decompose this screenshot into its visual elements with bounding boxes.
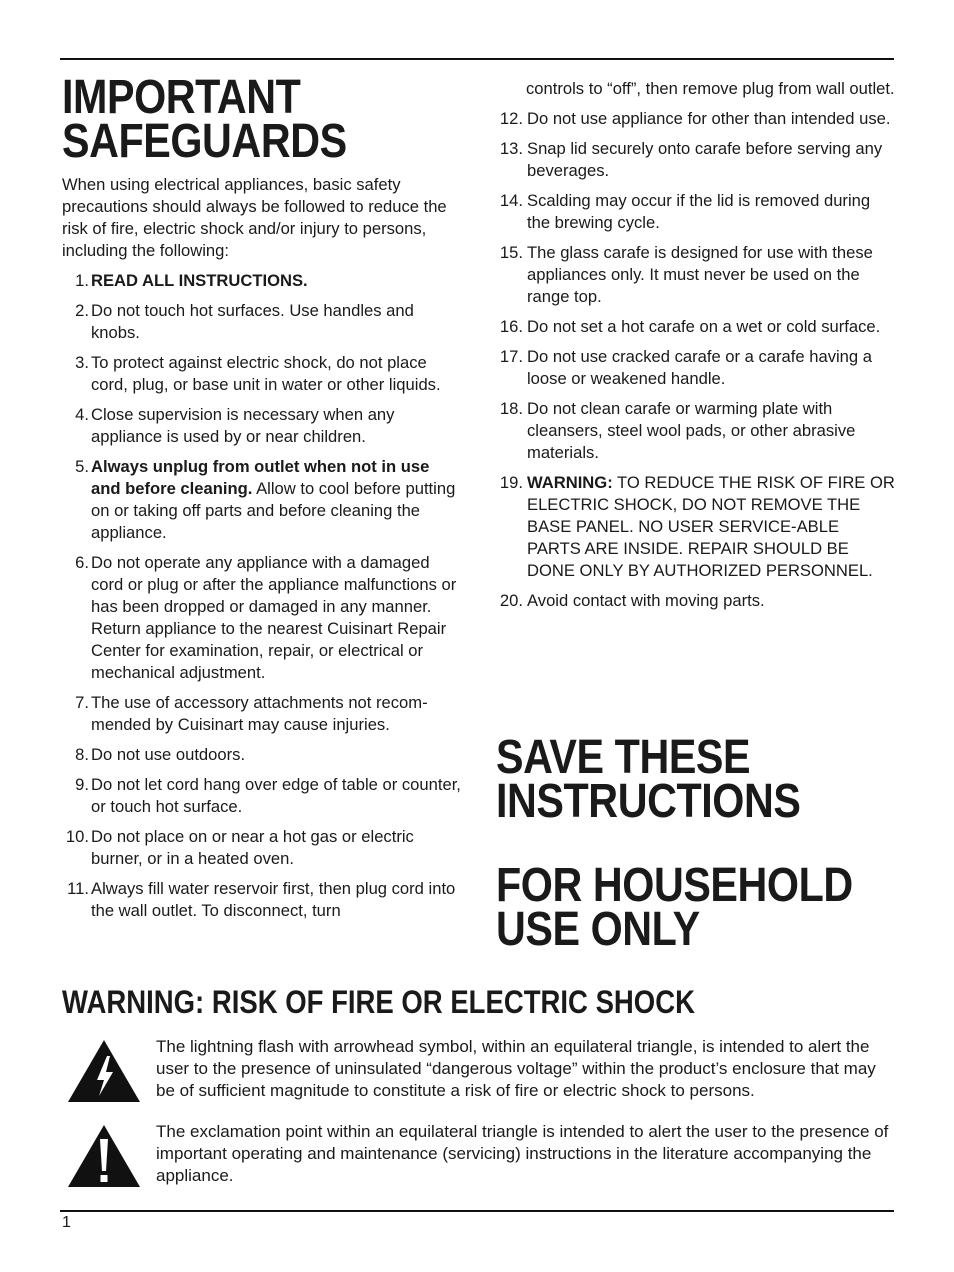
title-line-1: IMPORTANT <box>62 71 301 124</box>
intro-paragraph: When using electrical appliances, basic safety precautions should always be followed to reduce the risk of fire, electric shock and/or injury to persons, including the following: <box>62 175 447 260</box>
item-number: 14. <box>499 191 523 210</box>
item-number: 1. <box>75 271 89 290</box>
item-number: 18. <box>499 399 523 418</box>
safeguard-item <box>496 398 896 464</box>
item-text: Do not clean carafe or warming plate with cleansers, steel wool pads, or other abrasive materials. <box>527 399 856 462</box>
item-number: 9. <box>75 775 89 794</box>
item-text: Do not set a hot carafe on a wet or cold surface. <box>527 317 881 336</box>
save-instructions-heading <box>496 731 892 828</box>
item-number: 15. <box>499 243 523 262</box>
item-text: To protect against electric shock, do not place cord, plug, or base unit in water or other liquids. <box>91 353 441 394</box>
safeguard-item <box>62 826 462 870</box>
item-text: Allow to cool before putting on or taking off parts and before cleaning the appliance. <box>91 479 456 542</box>
safeguard-item <box>62 774 462 818</box>
item-number: 3. <box>75 353 89 372</box>
item-text: Do not place on or near a hot gas or electric burner, or in a heated oven. <box>91 827 414 868</box>
safeguard-item <box>62 352 462 396</box>
safeguards-list-left <box>62 270 462 922</box>
lightning-warning-text: The lightning flash with arrowhead symbol, within an equilateral triangle, is intended to alert the user to the presence of uninsulated “dangerous voltage” within the product’s enclosure that may be of sufficient magnitude to constitute a risk of fire or electric shock to persons. <box>156 1037 876 1100</box>
safeguard-item <box>62 692 462 736</box>
safeguard-item <box>62 300 462 344</box>
item-number: 17. <box>499 347 523 366</box>
item-number: 4. <box>75 405 89 424</box>
safeguard-item <box>62 404 462 448</box>
item-number: 19. <box>499 473 523 492</box>
item-number: 6. <box>75 553 89 572</box>
item-text: Always fill water reservoir first, then plug cord into the wall outlet. To disconnect, turn <box>91 879 456 920</box>
item-number: 12. <box>499 109 523 128</box>
page-number: 1 <box>62 1214 71 1231</box>
safeguards-list-right <box>496 108 896 612</box>
safeguard-item <box>496 138 896 182</box>
item-text: TO REDUCE THE RISK OF FIRE OR ELECTRIC SHOCK, DO NOT REMOVE THE BASE PANEL. NO USER SERVICE-ABLE PARTS ARE INSIDE. REPAIR SHOULD BE DONE ONLY BY AUTHORIZED PERSONNEL. <box>527 473 895 580</box>
save-line-1: SAVE THESE <box>496 731 751 784</box>
left-column <box>62 71 462 930</box>
item-text: Snap lid securely onto carafe before serving any beverages. <box>527 139 883 180</box>
household-line-1: FOR HOUSEHOLD <box>496 859 853 912</box>
bottom-rule <box>60 1210 894 1212</box>
item-text: Do not touch hot surfaces. Use handles and knobs. <box>91 301 414 342</box>
safeguard-item <box>62 878 462 922</box>
lightning-triangle-icon <box>66 1038 142 1104</box>
item-11-continuation: controls to “off”, then remove plug from wall outlet. <box>526 79 895 98</box>
exclamation-triangle-icon <box>66 1123 142 1189</box>
item-bold-text: READ ALL INSTRUCTIONS. <box>91 271 308 290</box>
item-number: 11. <box>67 879 89 898</box>
page-title <box>62 71 458 168</box>
safeguard-item <box>496 108 896 130</box>
household-line-2: USE ONLY <box>496 903 700 956</box>
item-bold-text: WARNING: <box>527 473 613 492</box>
item-text: The glass carafe is designed for use with these appliances only. It must never be used on the range top. <box>527 243 873 306</box>
item-text: Scalding may occur if the lid is removed during the brewing cycle. <box>527 191 871 232</box>
safeguard-item <box>62 456 462 544</box>
warning-heading: WARNING: RISK OF FIRE OR ELECTRIC SHOCK <box>62 984 695 1020</box>
safeguard-item <box>62 552 462 684</box>
item-text: The use of accessory attachments not recom-mended by Cuisinart may cause injuries. <box>91 693 428 734</box>
item-number: 13. <box>499 139 523 158</box>
safeguard-item <box>496 242 896 308</box>
household-use-heading <box>496 859 892 956</box>
safeguard-item <box>496 346 896 390</box>
top-rule <box>60 58 894 60</box>
right-column <box>496 78 896 620</box>
safeguard-item <box>62 744 462 766</box>
safeguard-item <box>496 472 896 582</box>
safeguard-item <box>62 270 462 292</box>
item-text: Do not let cord hang over edge of table or counter, or touch hot surface. <box>91 775 461 816</box>
item-number: 7. <box>75 693 89 712</box>
item-text: Do not operate any appliance with a damaged cord or plug or after the appliance malfunctions or has been dropped or damaged in any manner. Return appliance to the nearest Cuisinart Repair Center for examination, repair, or electrical or mechanical adjustment. <box>91 553 457 682</box>
item-number: 10. <box>65 827 89 846</box>
safeguard-item <box>496 190 896 234</box>
safeguard-item <box>496 590 896 612</box>
item-number: 8. <box>75 745 89 764</box>
safeguard-item <box>496 316 896 338</box>
item-number: 20. <box>499 591 523 610</box>
item-text: Do not use cracked carafe or a carafe having a loose or weakened handle. <box>527 347 872 388</box>
item-text: Avoid contact with moving parts. <box>527 591 765 610</box>
item-text: Do not use outdoors. <box>91 745 246 764</box>
title-line-2: SAFEGUARDS <box>62 115 347 168</box>
item-number: 2. <box>75 301 89 320</box>
item-bold-text: Always unplug from outlet when not in use and before cleaning. <box>91 457 430 498</box>
exclamation-warning-text: The exclamation point within an equilateral triangle is intended to alert the user to the presence of important operating and maintenance (servicing) instructions in the literature accompanying the appliance. <box>156 1122 889 1185</box>
item-text: Do not use appliance for other than intended use. <box>527 109 891 128</box>
item-number: 16. <box>499 317 523 336</box>
item-text: Close supervision is necessary when any appliance is used by or near children. <box>91 405 395 446</box>
save-line-2: INSTRUCTIONS <box>496 775 801 828</box>
item-number: 5. <box>75 457 89 476</box>
